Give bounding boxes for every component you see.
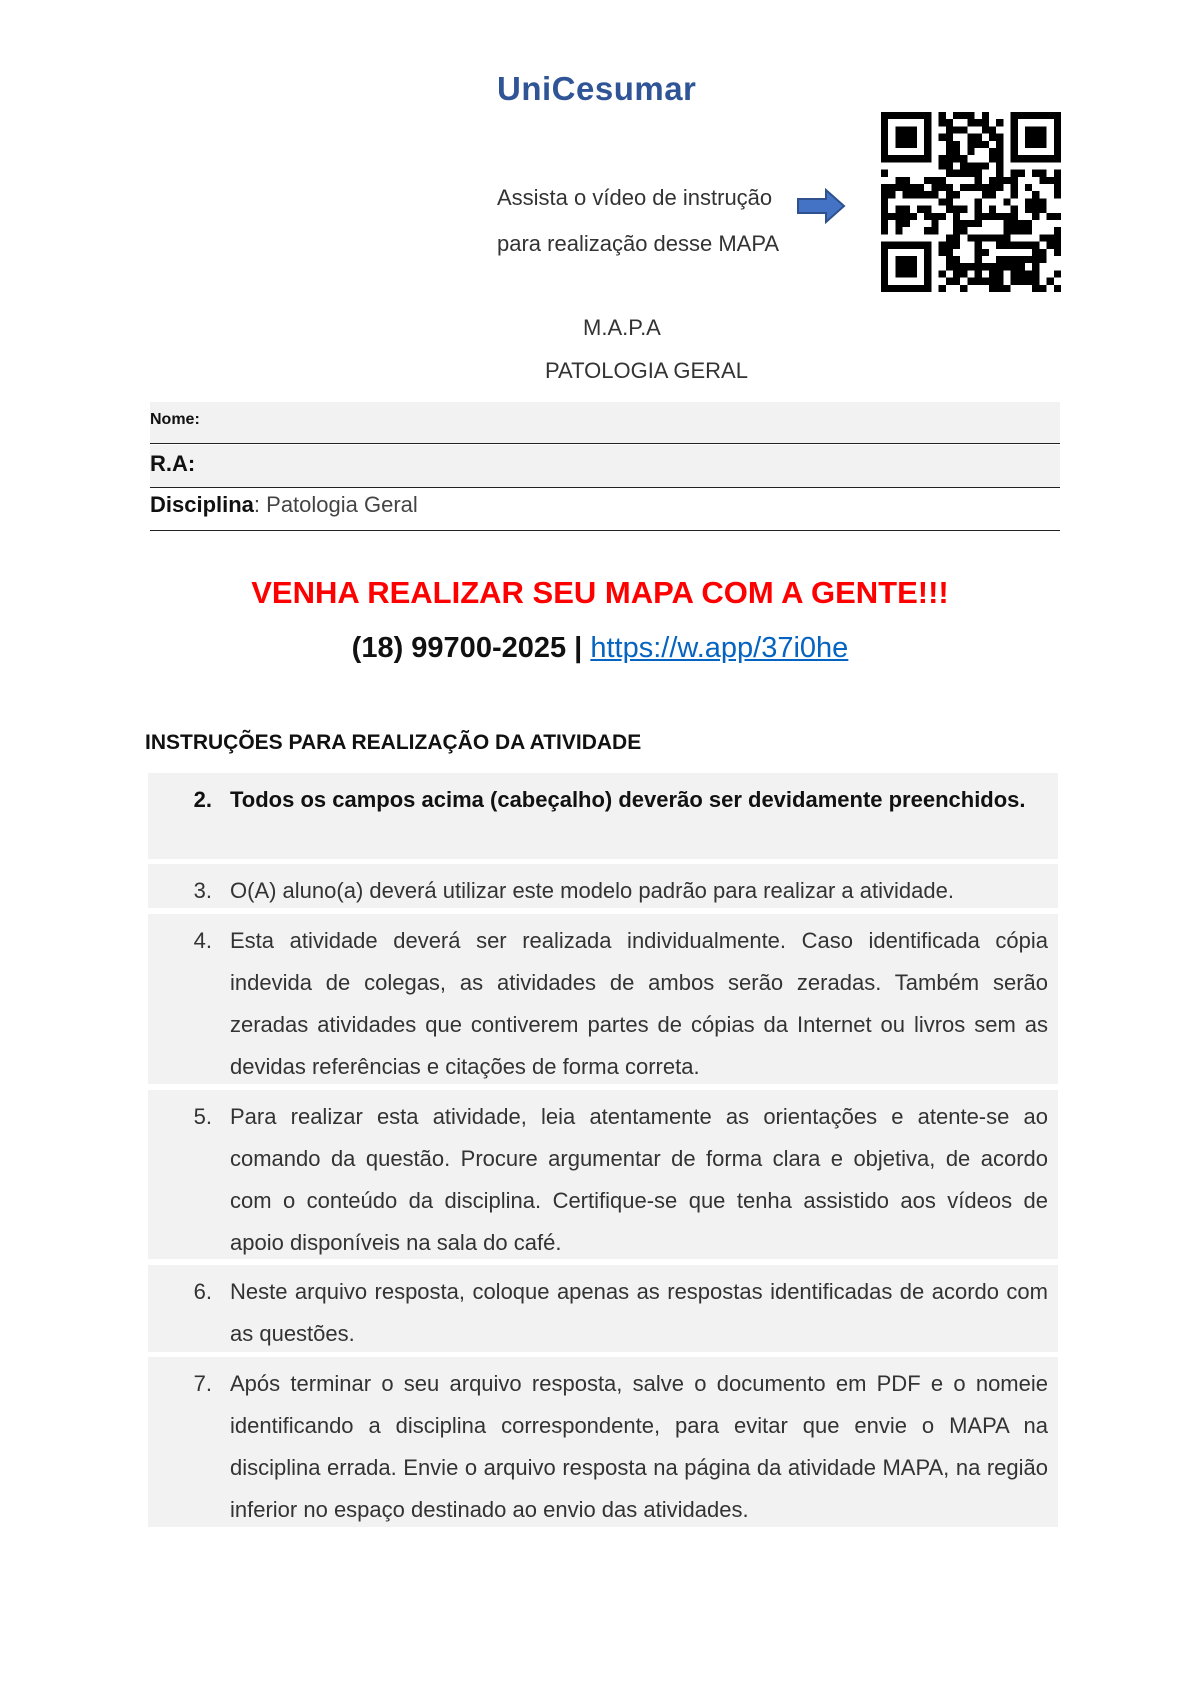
disciplina-label: Disciplina	[150, 492, 254, 517]
promo-phone: (18) 99700-2025 |	[351, 632, 591, 664]
instruction-number: 3.	[193, 878, 212, 903]
instruction-number: 2.	[193, 787, 212, 812]
instructions-title: INSTRUÇÕES PARA REALIZAÇÃO DA ATIVIDADE	[145, 731, 642, 754]
course-label: PATOLOGIA GERAL	[545, 358, 748, 383]
instruction-text: Todos os campos acima (cabeçalho) deverão ser devidamente preenchidos.	[230, 787, 1026, 812]
instruction-text: Para realizar esta atividade, leia atentamente as orientações e atente-se ao comando da questão. Procure argumentar de forma clara e objetiva, de acordo com o conteúdo da disciplina. Certifique-se que tenha assistido aos vídeos de apoio disponíveis na sala do café.	[230, 1104, 1048, 1255]
qr-code-icon[interactable]	[881, 112, 1061, 292]
nome-field-row[interactable]	[150, 402, 1060, 444]
instruction-item	[148, 914, 1058, 1084]
instruction-number: 5.	[193, 1104, 212, 1129]
instruction-number: 6.	[193, 1279, 212, 1304]
instruction-text: Após terminar o seu arquivo resposta, salve o documento em PDF e o nomeie identificando a disciplina correspondente, para evitar que envie o MAPA na disciplina errada. Envie o arquivo resposta na página da atividade MAPA, na região inferior no espaço destinado ao envio das atividades.	[230, 1371, 1048, 1522]
instruction-text: Esta atividade deverá ser realizada individualmente. Caso identificada cópia indevida de colegas, as atividades de ambos serão zeradas. Também serão zeradas atividades que contiverem partes de cópias da Internet ou livros sem as devidas referências e citações de forma correta.	[230, 928, 1048, 1079]
arrow-right-icon	[796, 188, 846, 224]
instruction-item	[148, 1090, 1058, 1259]
promo-title: VENHA REALIZAR SEU MAPA COM A GENTE!!!	[251, 575, 949, 610]
nome-label: Nome:	[150, 411, 200, 428]
instruction-item	[148, 773, 1058, 859]
disciplina-value: : Patologia Geral	[253, 492, 418, 517]
instruction-number: 4.	[193, 928, 212, 953]
mapa-label: M.A.P.A	[583, 315, 661, 340]
instruction-text: O(A) aluno(a) deverá utilizar este modelo padrão para realizar a atividade.	[230, 878, 954, 903]
instruction-number: 7.	[193, 1371, 212, 1396]
promo-contact	[0, 632, 1200, 665]
ra-label: R.A:	[150, 451, 196, 476]
instruction-item	[148, 864, 1058, 908]
video-instruction-line-1: Assista o vídeo de instrução	[497, 185, 773, 210]
ra-field-row[interactable]	[150, 445, 1060, 488]
video-instruction-line-2: para realização desse MAPA	[497, 231, 780, 256]
unicesumar-logo: UniCesumar	[497, 70, 697, 107]
instruction-item	[148, 1265, 1058, 1352]
promo-link[interactable]: https://w.app/37i0he	[590, 632, 849, 664]
instruction-text: Neste arquivo resposta, coloque apenas as respostas identificadas de acordo com as questões.	[230, 1279, 1048, 1346]
disciplina-field-row[interactable]	[150, 489, 1060, 531]
instruction-item	[148, 1357, 1058, 1527]
